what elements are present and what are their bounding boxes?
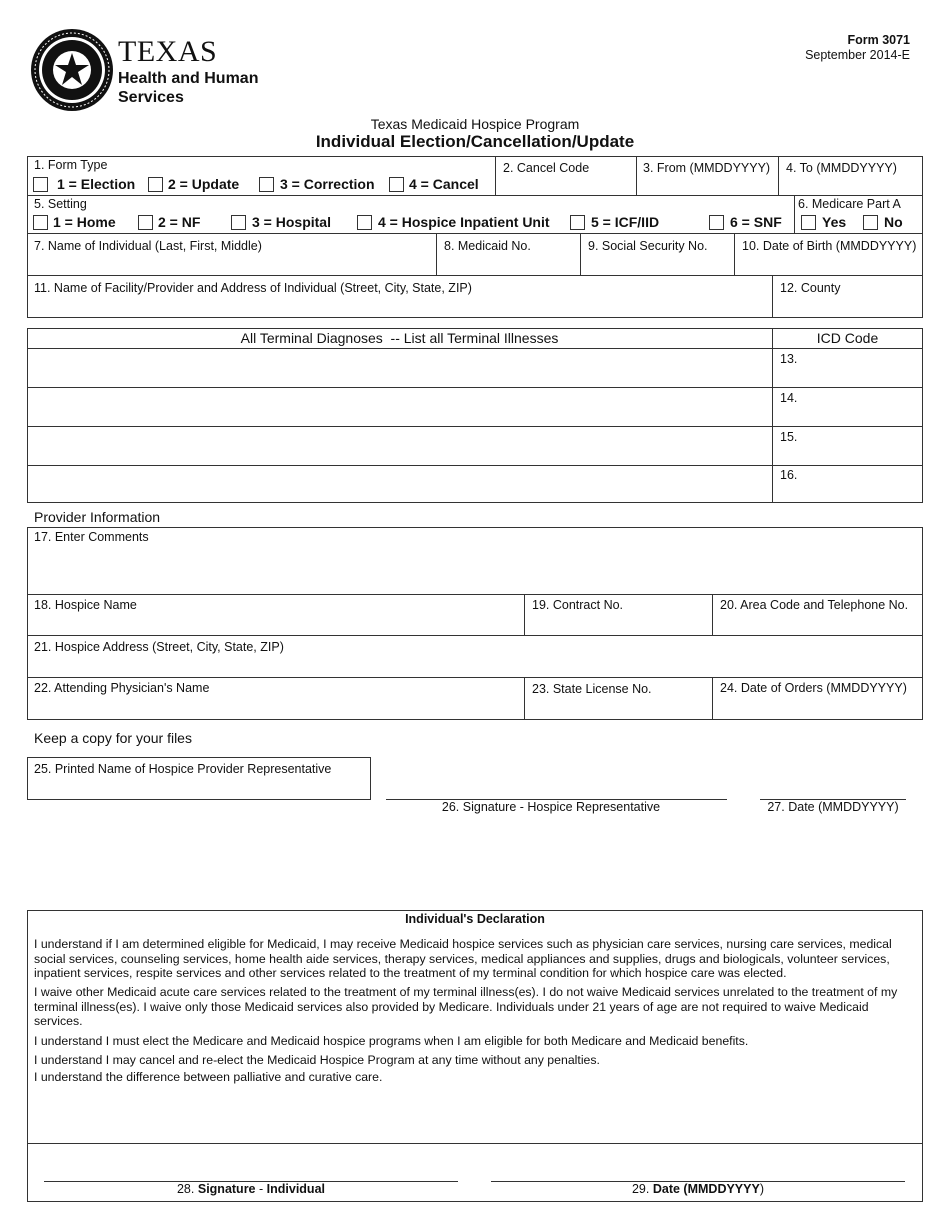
icd-code-header: ICD Code (816, 330, 879, 346)
agency-name-line3: Services (118, 89, 184, 106)
medicare-part-a-label: 6. Medicare Part A (798, 197, 901, 211)
medicare-no-label: No (884, 214, 903, 230)
medicare-yes-label: Yes (822, 214, 847, 230)
medicare-no-checkbox[interactable] (863, 215, 878, 230)
date-of-birth-field[interactable]: 10. Date of Birth (MMDDYYYY) (742, 239, 917, 253)
contract-number-field[interactable]: 19. Contract No. (532, 598, 624, 612)
to-date-field[interactable]: 4. To (MMDDYYYY) (786, 161, 897, 175)
setting-icf-iid-checkbox[interactable] (570, 215, 585, 230)
form-date: September 2014-E (805, 48, 910, 62)
form-type-election-checkbox[interactable] (33, 177, 48, 192)
form-number: Form 3071 (847, 33, 910, 47)
form-type-election-label: 1 = Election (57, 176, 136, 192)
from-date-field[interactable]: 3. From (MMDDYYYY) (643, 161, 771, 175)
form-type-update-label: 2 = Update (168, 176, 240, 192)
date-number: 29. (631, 1182, 650, 1196)
signature-dash: - (259, 1182, 264, 1196)
declaration-paragraph-1: I understand if I am determined eligible for Medicaid, I may receive Medicaid hospice services such as physician care services, nursing care services, medical social services, counseling services, home health aide services, therapy services, medical appliances and supplies, drugs and biologicals, volunteer services, inpatient services, respite services and other services related to the treatment of my terminal condition for which hospice care was elected. (34, 937, 892, 981)
icd-code-16[interactable]: 16. (780, 468, 798, 482)
date-word: Date (MMDDYYYY (652, 1182, 760, 1196)
program-name: Texas Medicaid Hospice Program (370, 116, 580, 132)
form-type-cancel-label: 4 = Cancel (409, 176, 479, 192)
agency-name-line2: Health and Human (118, 70, 259, 87)
cancel-code-field[interactable]: 2. Cancel Code (503, 161, 590, 175)
form-type-cancel-checkbox[interactable] (389, 177, 404, 192)
representative-signature-field[interactable]: 26. Signature - Hospice Representative (441, 800, 661, 814)
county-field[interactable]: 12. County (780, 281, 841, 295)
diagnosis-row-15[interactable] (28, 427, 771, 464)
representative-date-field[interactable]: 27. Date (MMDDYYYY) (767, 800, 899, 814)
keep-copy-note: Keep a copy for your files (34, 730, 192, 746)
icd-code-14[interactable]: 14. (780, 391, 798, 405)
state-license-field[interactable]: 23. State License No. (532, 682, 652, 696)
setting-home-checkbox[interactable] (33, 215, 48, 230)
signature-number: 28. (176, 1182, 195, 1196)
medicaid-number-field[interactable]: 8. Medicaid No. (444, 239, 531, 253)
comments-field[interactable]: 17. Enter Comments (34, 530, 149, 544)
diagnosis-row-14[interactable] (28, 388, 771, 425)
setting-hospital-checkbox[interactable] (231, 215, 246, 230)
setting-snf-checkbox[interactable] (709, 215, 724, 230)
hospice-address-field[interactable]: 21. Hospice Address (Street, City, State, ZIP) (34, 640, 284, 654)
diagnosis-row-16[interactable] (28, 466, 771, 502)
telephone-field[interactable]: 20. Area Code and Telephone No. (720, 598, 909, 612)
declaration-paragraph-2: I waive other Medicaid acute care services related to the treatment of my terminal illness(es). I do not waive Medicaid services unrelated to the treatment of my terminal illness(es). I waive only those Medicaid services also provided by Medicare. Individuals under 21 years of age are not required to waive Medicaid services. (34, 985, 898, 1029)
form-type-correction-checkbox[interactable] (259, 177, 274, 192)
page-title: Individual Election/Cancellation/Update (315, 132, 635, 151)
date-paren: ) (759, 1182, 764, 1196)
medicare-yes-checkbox[interactable] (801, 215, 816, 230)
setting-hospice-inpatient-label: 4 = Hospice Inpatient Unit (378, 214, 550, 230)
individual-signature-field[interactable] (44, 1182, 458, 1196)
signature-word: Signature (197, 1182, 256, 1196)
icd-code-15[interactable]: 15. (780, 430, 798, 444)
declaration-paragraph-3: I understand I must elect the Medicare and Medicaid hospice programs when I am eligible for both Medicare and Medicaid benefits. (34, 1034, 749, 1048)
setting-nf-checkbox[interactable] (138, 215, 153, 230)
agency-name-texas: TEXAS (118, 35, 218, 68)
setting-nf-label: 2 = NF (158, 214, 201, 230)
ssn-field[interactable]: 9. Social Security No. (588, 239, 708, 253)
printed-name-field[interactable]: 25. Printed Name of Hospice Provider Representative (34, 762, 332, 776)
facility-address-field[interactable]: 11. Name of Facility/Provider and Address of Individual (Street, City, State, ZIP) (34, 281, 472, 295)
date-of-orders-field[interactable]: 24. Date of Orders (MMDDYYYY) (720, 681, 907, 695)
declaration-paragraph-5: I understand the difference between palliative and curative care. (34, 1070, 383, 1084)
individual-date-field[interactable] (491, 1182, 905, 1196)
provider-section-title: Provider Information (34, 509, 161, 525)
setting-label: 5. Setting (34, 197, 87, 211)
diagnosis-row-13[interactable] (28, 349, 771, 386)
individual-word: Individual (266, 1182, 325, 1196)
texas-hhs-seal-icon (30, 28, 114, 112)
individual-name-field[interactable]: 7. Name of Individual (Last, First, Middle) (34, 239, 262, 253)
icd-code-13[interactable]: 13. (780, 352, 798, 366)
setting-icf-iid-label: 5 = ICF/IID (591, 214, 660, 230)
setting-hospice-inpatient-checkbox[interactable] (357, 215, 372, 230)
form-type-correction-label: 3 = Correction (280, 176, 375, 192)
setting-home-label: 1 = Home (53, 214, 116, 230)
declaration-title: Individual's Declaration (405, 912, 545, 926)
hospice-name-field[interactable]: 18. Hospice Name (34, 598, 137, 612)
setting-hospital-label: 3 = Hospital (252, 214, 331, 230)
physician-name-field[interactable]: 22. Attending Physician's Name (34, 681, 210, 695)
form-type-label: 1. Form Type (34, 158, 108, 172)
setting-snf-label: 6 = SNF (730, 214, 782, 230)
declaration-paragraph-4: I understand I may cancel and re-elect the Medicaid Hospice Program at any time without any penalties. (34, 1053, 600, 1067)
form-type-update-checkbox[interactable] (148, 177, 163, 192)
diagnoses-header: All Terminal Diagnoses -- List all Terminal Illnesses (240, 330, 559, 346)
